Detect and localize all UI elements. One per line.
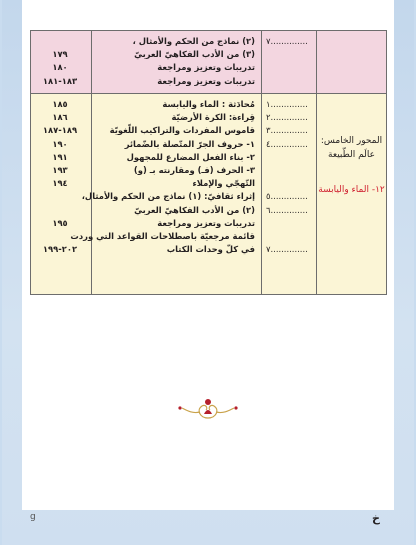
page-numbers-cell — [31, 31, 92, 94]
page-number: ١٧٩ — [52, 49, 68, 60]
axis-lesson-title: ١٢- الماء واليابسة — [318, 185, 385, 195]
lesson-title: تدريبات وتعزيز ومراجعة — [157, 217, 255, 228]
lesson-title: ٣- الحرف (فـ) ومقارنته بـ (و) — [133, 164, 255, 175]
toc-row-continued — [31, 31, 387, 94]
lesson-title: إثراء ثقافيّ: (١) نماذج من الحكم والأمثال، — [81, 191, 255, 202]
axis-title-line: عالَم الطّبيعة — [328, 150, 375, 160]
lesson-number: ٧.............. — [266, 36, 308, 46]
lesson-title: التّهجّي والإملاء — [192, 178, 255, 189]
page-number: ١٨٩-١٨٧ — [42, 125, 78, 136]
axis-title-line: المحور الخامس: — [320, 136, 383, 146]
page-number — [35, 204, 85, 217]
lesson-title: في كلّ وحدات الكتاب — [166, 244, 255, 255]
lesson-title: (٣) من الأدب الفكاهيّ العربيّ — [134, 49, 255, 60]
lesson-title: ١- حروف الجرّ المتّصلة بالضّمائر — [124, 138, 255, 149]
page-number: ١٩٣ — [52, 164, 68, 175]
lesson-number-cell — [262, 94, 317, 295]
lesson-number: ٦.............. — [266, 204, 308, 215]
lesson-number — [266, 217, 310, 230]
lesson-number: ٥.............. — [266, 191, 308, 202]
axis-cell — [317, 94, 387, 295]
lesson-title: قائمة مرجعيّة باصطلاحات القواعد التي وردت — [70, 230, 255, 241]
lesson-title: تدريبات وتعزيز ومراجعة — [157, 75, 255, 86]
page-number: ١٨٦ — [52, 112, 68, 123]
corner-mark: g — [30, 512, 36, 522]
lesson-title: ٢- بناء الفعل المضارع للمجهول — [126, 151, 255, 162]
page-number — [35, 190, 85, 203]
page-number: ١٨٥ — [52, 99, 68, 109]
lesson-title: تدريبات وتعزيز ومراجعة — [157, 62, 255, 73]
toc-row-axis-five — [31, 94, 387, 295]
lesson-number — [266, 164, 310, 177]
lesson-number — [266, 151, 310, 164]
axis-title — [317, 134, 386, 162]
lesson-title: مُحادَثة : الماء واليابسة — [162, 99, 255, 109]
lesson-titles-cell — [92, 31, 262, 94]
page-number: ١٨٠ — [52, 62, 68, 73]
lesson-number: ٢.............. — [266, 112, 308, 123]
page-number: ١٩٥ — [52, 217, 68, 228]
lesson-number: ٤.............. — [266, 138, 308, 149]
page-number: ٢٠٢-١٩٩ — [42, 244, 78, 255]
page-letter: خ — [372, 512, 380, 525]
lesson-number: ١.............. — [266, 99, 308, 109]
decorative-ornament-icon — [176, 396, 240, 422]
lesson-number: ٧.............. — [266, 244, 308, 255]
table-of-contents — [30, 30, 387, 295]
page-number — [35, 35, 85, 48]
lesson-number: ٣.............. — [266, 125, 308, 136]
page-number: ١٨٣-١٨١ — [42, 75, 78, 86]
lesson-number-cell — [262, 31, 317, 94]
lesson-number — [266, 230, 310, 243]
page-number: ١٩١ — [52, 151, 68, 162]
lesson-titles-cell — [70, 94, 262, 295]
lesson-title: (٢) من الأدب الفكاهيّ العربيّ — [134, 204, 255, 215]
lesson-title: قِراءة: الكرة الأرضيّة — [171, 112, 255, 123]
page-number: ١٩٠ — [52, 138, 68, 149]
lesson-title: (٢) نماذج من الحكم والأمثال ، — [132, 36, 255, 46]
lesson-number — [266, 177, 310, 190]
axis-cell-empty — [317, 31, 387, 94]
lesson-title: قاموس المفردات والتراكيب اللّغويّة — [109, 125, 255, 136]
page-number: ١٩٤ — [52, 178, 68, 189]
